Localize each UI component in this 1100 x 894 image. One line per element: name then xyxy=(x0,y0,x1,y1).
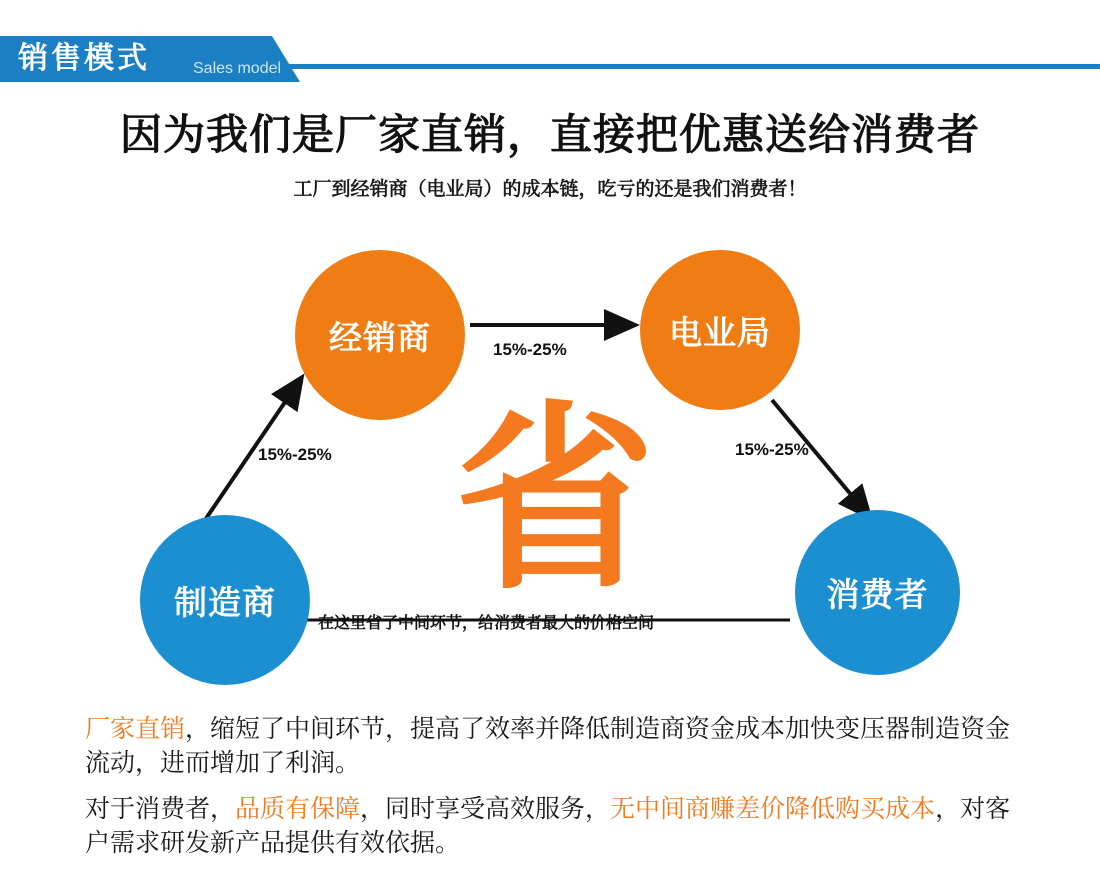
footer-paragraph-1-rest: ，缩短了中间环节，提高了效率并降低制造商资金成本加快变压器制造资金流动，进而增加了利润。 xyxy=(85,715,1011,777)
edge-label-bureau-to-consumer: 15%-25% xyxy=(735,440,809,459)
node-consumer xyxy=(795,510,960,675)
node-dealer xyxy=(295,250,465,420)
footer-paragraph-2-c: ，对客户需求研发新产品提供有效依据。 xyxy=(85,795,1011,857)
footer-paragraph-2-a: 对于消费者， xyxy=(85,795,236,823)
page-title: 因为我们是厂家直销，直接把优惠送给消费者 xyxy=(119,110,980,159)
page-header-banner xyxy=(0,18,1100,77)
sales-model-diagram xyxy=(0,230,1100,690)
footer-description xyxy=(85,712,1035,872)
footer-highlight-direct-sales: 厂家直销 xyxy=(85,715,186,743)
edge-label-maker-to-dealer: 15%-25% xyxy=(258,445,332,464)
node-dealer-label: 经销商 xyxy=(329,318,431,356)
header-title-cn: 销售模式 xyxy=(18,42,150,75)
header-title-en: Sales model xyxy=(193,60,282,77)
node-maker-label: 制造商 xyxy=(174,583,276,621)
node-maker xyxy=(140,515,310,685)
footer-highlight-quality: 品质有保障 xyxy=(235,795,361,823)
footer-highlight-no-middleman: 无中间商赚差价降低购买成本 xyxy=(610,795,936,823)
edge-label-dealer-to-bureau: 15%-25% xyxy=(493,340,567,359)
footer-paragraph-2-b: ，同时享受高效服务， xyxy=(360,795,611,823)
footer-paragraph-2 xyxy=(85,792,1035,860)
node-consumer-label: 消费者 xyxy=(826,576,929,613)
edge-label-maker-to-consumer: 在这里省了中间环节，给消费者最大的价格空间 xyxy=(318,615,655,632)
center-save-character: 省 xyxy=(455,382,656,617)
node-bureau xyxy=(640,250,800,410)
node-bureau-label: 电业局 xyxy=(669,313,771,351)
page-subtitle: 工厂到经销商（电业局）的成本链，吃亏的还是我们消费者！ xyxy=(293,179,807,200)
footer-paragraph-1 xyxy=(85,712,1035,780)
